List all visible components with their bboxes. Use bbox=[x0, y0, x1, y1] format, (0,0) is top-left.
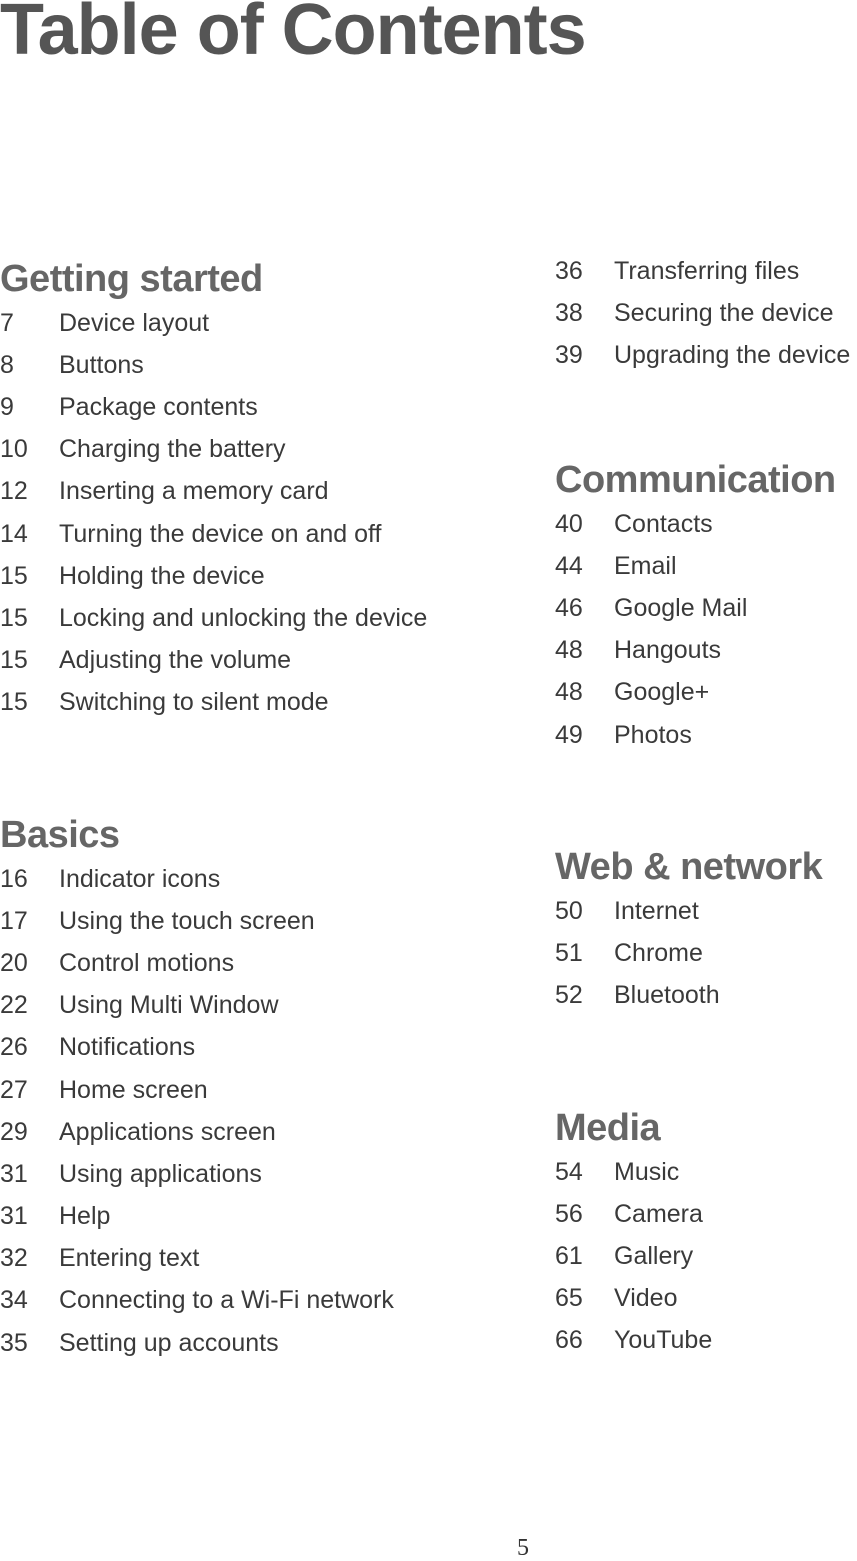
toc-item[interactable] bbox=[0, 471, 520, 513]
toc-item[interactable] bbox=[555, 1235, 857, 1277]
toc-page-number: 15 bbox=[0, 561, 28, 590]
toc-item[interactable] bbox=[0, 985, 520, 1027]
toc-entry-text: Buttons bbox=[59, 350, 144, 379]
toc-entry-text: Gallery bbox=[614, 1241, 694, 1270]
toc-page-number: 38 bbox=[555, 298, 583, 327]
toc-item[interactable] bbox=[555, 630, 857, 672]
toc-item[interactable] bbox=[0, 900, 520, 942]
toc-item[interactable] bbox=[0, 1238, 520, 1280]
toc-entry-text: Chrome bbox=[614, 938, 703, 967]
toc-entry-text: Bluetooth bbox=[614, 980, 720, 1009]
toc-page-number: 16 bbox=[0, 864, 28, 893]
toc-entry-text: Package contents bbox=[59, 392, 258, 421]
toc-page-number: 54 bbox=[555, 1157, 583, 1186]
toc-page-number: 27 bbox=[0, 1075, 28, 1104]
toc-entry-text: Upgrading the device bbox=[614, 340, 851, 369]
toc-item[interactable] bbox=[555, 974, 857, 1016]
toc-entry-text: Connecting to a Wi-Fi network bbox=[59, 1286, 394, 1315]
toc-entry-text: Internet bbox=[614, 896, 699, 925]
toc-entry-text: Transferring files bbox=[614, 256, 800, 285]
toc-item[interactable] bbox=[555, 672, 857, 714]
toc-entry-text: Using the touch screen bbox=[59, 906, 315, 935]
toc-item[interactable] bbox=[0, 597, 520, 639]
page-number: 5 bbox=[517, 1535, 529, 1561]
toc-item[interactable] bbox=[0, 1153, 520, 1195]
toc-item[interactable] bbox=[555, 1151, 857, 1193]
toc-item[interactable] bbox=[555, 714, 857, 756]
section-getting-started bbox=[0, 256, 520, 724]
toc-list bbox=[0, 302, 520, 724]
toc-entry-text: Video bbox=[614, 1284, 678, 1313]
toc-page-number: 66 bbox=[555, 1326, 583, 1355]
toc-entry-text: Camera bbox=[614, 1199, 703, 1228]
toc-entry-text: Using applications bbox=[59, 1159, 262, 1188]
toc-item[interactable] bbox=[555, 545, 857, 587]
toc-item[interactable] bbox=[0, 1111, 520, 1153]
toc-entry-text: Google+ bbox=[614, 678, 710, 707]
toc-page-number: 35 bbox=[0, 1328, 28, 1357]
toc-item[interactable] bbox=[0, 640, 520, 682]
toc-page-number: 10 bbox=[0, 435, 28, 464]
toc-entry-text: Switching to silent mode bbox=[59, 688, 329, 717]
section-heading: Getting started bbox=[0, 258, 263, 300]
toc-entry-text: Photos bbox=[614, 720, 692, 749]
toc-item[interactable] bbox=[0, 1322, 520, 1364]
section-heading: Basics bbox=[0, 814, 120, 856]
toc-entry-text: Control motions bbox=[59, 948, 235, 977]
toc-page-number: 31 bbox=[0, 1159, 28, 1188]
toc-entry-text: Home screen bbox=[59, 1075, 208, 1104]
toc-page-number: 52 bbox=[555, 980, 583, 1009]
toc-item[interactable] bbox=[0, 386, 520, 428]
toc-page-number: 50 bbox=[555, 896, 583, 925]
toc-page-number: 14 bbox=[0, 519, 28, 548]
toc-item[interactable] bbox=[0, 513, 520, 555]
toc-list bbox=[555, 1151, 857, 1362]
toc-entry-text: Securing the device bbox=[614, 298, 834, 327]
toc-page-number: 15 bbox=[0, 603, 28, 632]
toc-item[interactable] bbox=[555, 250, 857, 292]
toc-page-number: 48 bbox=[555, 636, 583, 665]
toc-entry-text: Email bbox=[614, 551, 677, 580]
toc-entry-text: Setting up accounts bbox=[59, 1328, 279, 1357]
toc-entry-text: Inserting a memory card bbox=[59, 477, 329, 506]
toc-list bbox=[555, 250, 857, 377]
toc-item[interactable] bbox=[555, 890, 857, 932]
toc-page-number: 15 bbox=[0, 688, 28, 717]
toc-item[interactable] bbox=[0, 1280, 520, 1322]
toc-page-number: 36 bbox=[555, 256, 583, 285]
toc-entry-text: Contacts bbox=[614, 509, 713, 538]
toc-page-number: 7 bbox=[0, 308, 14, 337]
toc-entry-text: Music bbox=[614, 1157, 680, 1186]
toc-entry-text: YouTube bbox=[614, 1326, 713, 1355]
section-heading: Web & network bbox=[555, 846, 823, 888]
toc-page-number: 8 bbox=[0, 350, 14, 379]
toc-page-number: 44 bbox=[555, 551, 583, 580]
toc-page-number: 48 bbox=[555, 678, 583, 707]
section-media bbox=[555, 1105, 857, 1362]
toc-entry-text: Indicator icons bbox=[59, 864, 221, 893]
toc-entry-text: Locking and unlocking the device bbox=[59, 603, 428, 632]
toc-page-number: 12 bbox=[0, 477, 28, 506]
toc-page-number: 51 bbox=[555, 938, 583, 967]
toc-page-number: 46 bbox=[555, 593, 583, 622]
toc-item[interactable] bbox=[555, 1278, 857, 1320]
toc-entry-text: Applications screen bbox=[59, 1117, 276, 1146]
toc-entry-text: Help bbox=[59, 1202, 111, 1231]
toc-item[interactable] bbox=[555, 503, 857, 545]
toc-page-number: 56 bbox=[555, 1199, 583, 1228]
toc-item[interactable] bbox=[0, 1196, 520, 1238]
section-heading: Media bbox=[555, 1107, 661, 1149]
toc-item[interactable] bbox=[0, 429, 520, 471]
toc-item[interactable] bbox=[0, 555, 520, 597]
toc-item[interactable] bbox=[555, 932, 857, 974]
toc-page-number: 39 bbox=[555, 340, 583, 369]
toc-page-number: 26 bbox=[0, 1033, 28, 1062]
toc-page-number: 9 bbox=[0, 392, 14, 421]
toc-page-number: 17 bbox=[0, 906, 28, 935]
toc-entry-text: Using Multi Window bbox=[59, 991, 279, 1020]
toc-item[interactable] bbox=[0, 942, 520, 984]
toc-entry-text: Entering text bbox=[59, 1244, 200, 1273]
toc-entry-text: Device layout bbox=[59, 308, 210, 337]
toc-page-number: 20 bbox=[0, 948, 28, 977]
toc-page-number: 22 bbox=[0, 991, 28, 1020]
toc-item[interactable] bbox=[555, 587, 857, 629]
toc-item[interactable] bbox=[0, 344, 520, 386]
toc-page-number: 34 bbox=[0, 1286, 28, 1315]
toc-page-number: 29 bbox=[0, 1117, 28, 1146]
section-heading: Communication bbox=[555, 459, 836, 501]
toc-item[interactable] bbox=[0, 1027, 520, 1069]
toc-item[interactable] bbox=[0, 858, 520, 900]
toc-item[interactable] bbox=[555, 334, 857, 376]
toc-page-number: 15 bbox=[0, 646, 28, 675]
toc-page-number: 65 bbox=[555, 1284, 583, 1313]
toc-page-number: 49 bbox=[555, 720, 583, 749]
toc-item[interactable] bbox=[555, 1320, 857, 1362]
section-basics bbox=[0, 812, 520, 1364]
section-web-network bbox=[555, 844, 857, 1017]
page-title: Table of Contents bbox=[0, 0, 586, 70]
toc-page-number: 31 bbox=[0, 1202, 28, 1231]
toc-list bbox=[555, 503, 857, 756]
toc-item[interactable] bbox=[0, 1069, 520, 1111]
toc-entry-text: Hangouts bbox=[614, 636, 722, 665]
toc-item[interactable] bbox=[0, 682, 520, 724]
toc-entry-text: Google Mail bbox=[614, 593, 748, 622]
toc-page-number: 32 bbox=[0, 1244, 28, 1273]
toc-entry-text: Charging the battery bbox=[59, 435, 286, 464]
toc-entry-text: Adjusting the volume bbox=[59, 646, 292, 675]
toc-list bbox=[555, 890, 857, 1017]
section-getting-started-continued bbox=[555, 250, 857, 377]
section-communication bbox=[555, 457, 857, 756]
toc-item[interactable] bbox=[555, 292, 857, 334]
toc-list bbox=[0, 858, 520, 1364]
toc-entry-text: Turning the device on and off bbox=[59, 519, 382, 548]
toc-page-number: 61 bbox=[555, 1241, 583, 1270]
toc-item[interactable] bbox=[555, 1193, 857, 1235]
toc-item[interactable] bbox=[0, 302, 520, 344]
toc-entry-text: Holding the device bbox=[59, 561, 265, 590]
toc-entry-text: Notifications bbox=[59, 1033, 196, 1062]
toc-page-number: 40 bbox=[555, 509, 583, 538]
